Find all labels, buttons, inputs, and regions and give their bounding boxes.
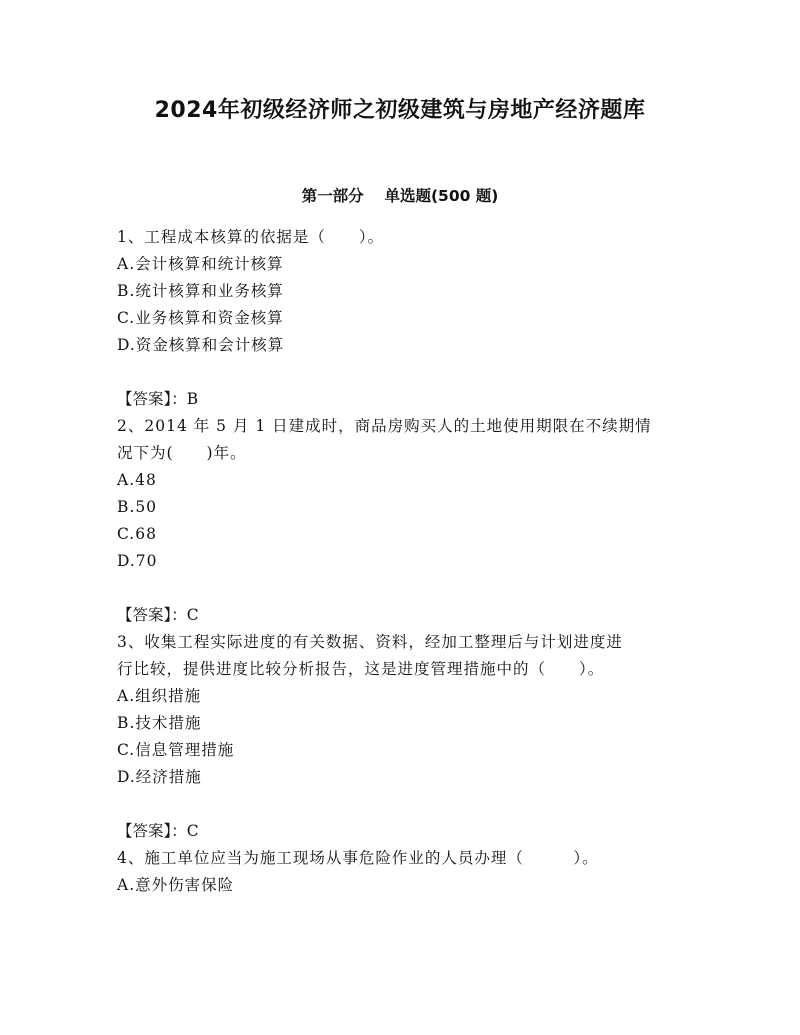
option-c: C.信息管理措施 [117,741,235,759]
question-stem: 2、2014 年 5 月 1 日建成时，商品房购买人的土地使用期限在不续期情 [117,417,652,435]
question-4 [117,845,687,899]
answer-value: B [186,390,199,408]
option-c: C.业务核算和资金核算 [117,309,284,327]
question-stem: 1、工程成本核算的依据是（ ）。 [117,228,385,246]
option-b: B.50 [117,498,158,516]
question-2 [117,413,687,629]
option-d: D.70 [117,552,158,570]
question-stem: 4、施工单位应当为施工现场从事危险作业的人员办理（ ）。 [117,849,599,867]
option-a: A.会计核算和统计核算 [117,255,284,273]
answer-value: C [186,606,199,624]
answer-label: 【答案】： [117,822,187,840]
option-b: B.统计核算和业务核算 [117,282,284,300]
document-title: 2024年初级经济师之初级建筑与房地产经济题库 [154,98,646,123]
question-3 [117,629,687,845]
option-b: B.技术措施 [117,714,202,732]
option-a: A.48 [117,471,157,489]
question-list [117,224,687,899]
answer-line [117,386,687,413]
question-stem-continued: 行比较，提供进度比较分析报告，这是进度管理措施中的（ ）。 [117,660,605,678]
answer-line [117,818,687,845]
question-1 [117,224,687,413]
option-a: A.组织措施 [117,687,202,705]
question-stem: 3、收集工程实际进度的有关数据、资料，经加工整理后与计划进度进 [117,633,623,651]
answer-label: 【答案】： [117,390,187,408]
answer-value: C [186,822,199,840]
answer-label: 【答案】： [117,606,187,624]
section-heading: 第一部分 单选题(500 题) [301,187,499,205]
option-a: A.意外伤害保险 [117,876,235,894]
question-stem-continued: 况下为( )年。 [117,444,247,462]
answer-line [117,602,687,629]
option-d: D.经济措施 [117,768,202,786]
option-d: D.资金核算和会计核算 [117,336,285,354]
option-c: C.68 [117,525,157,543]
